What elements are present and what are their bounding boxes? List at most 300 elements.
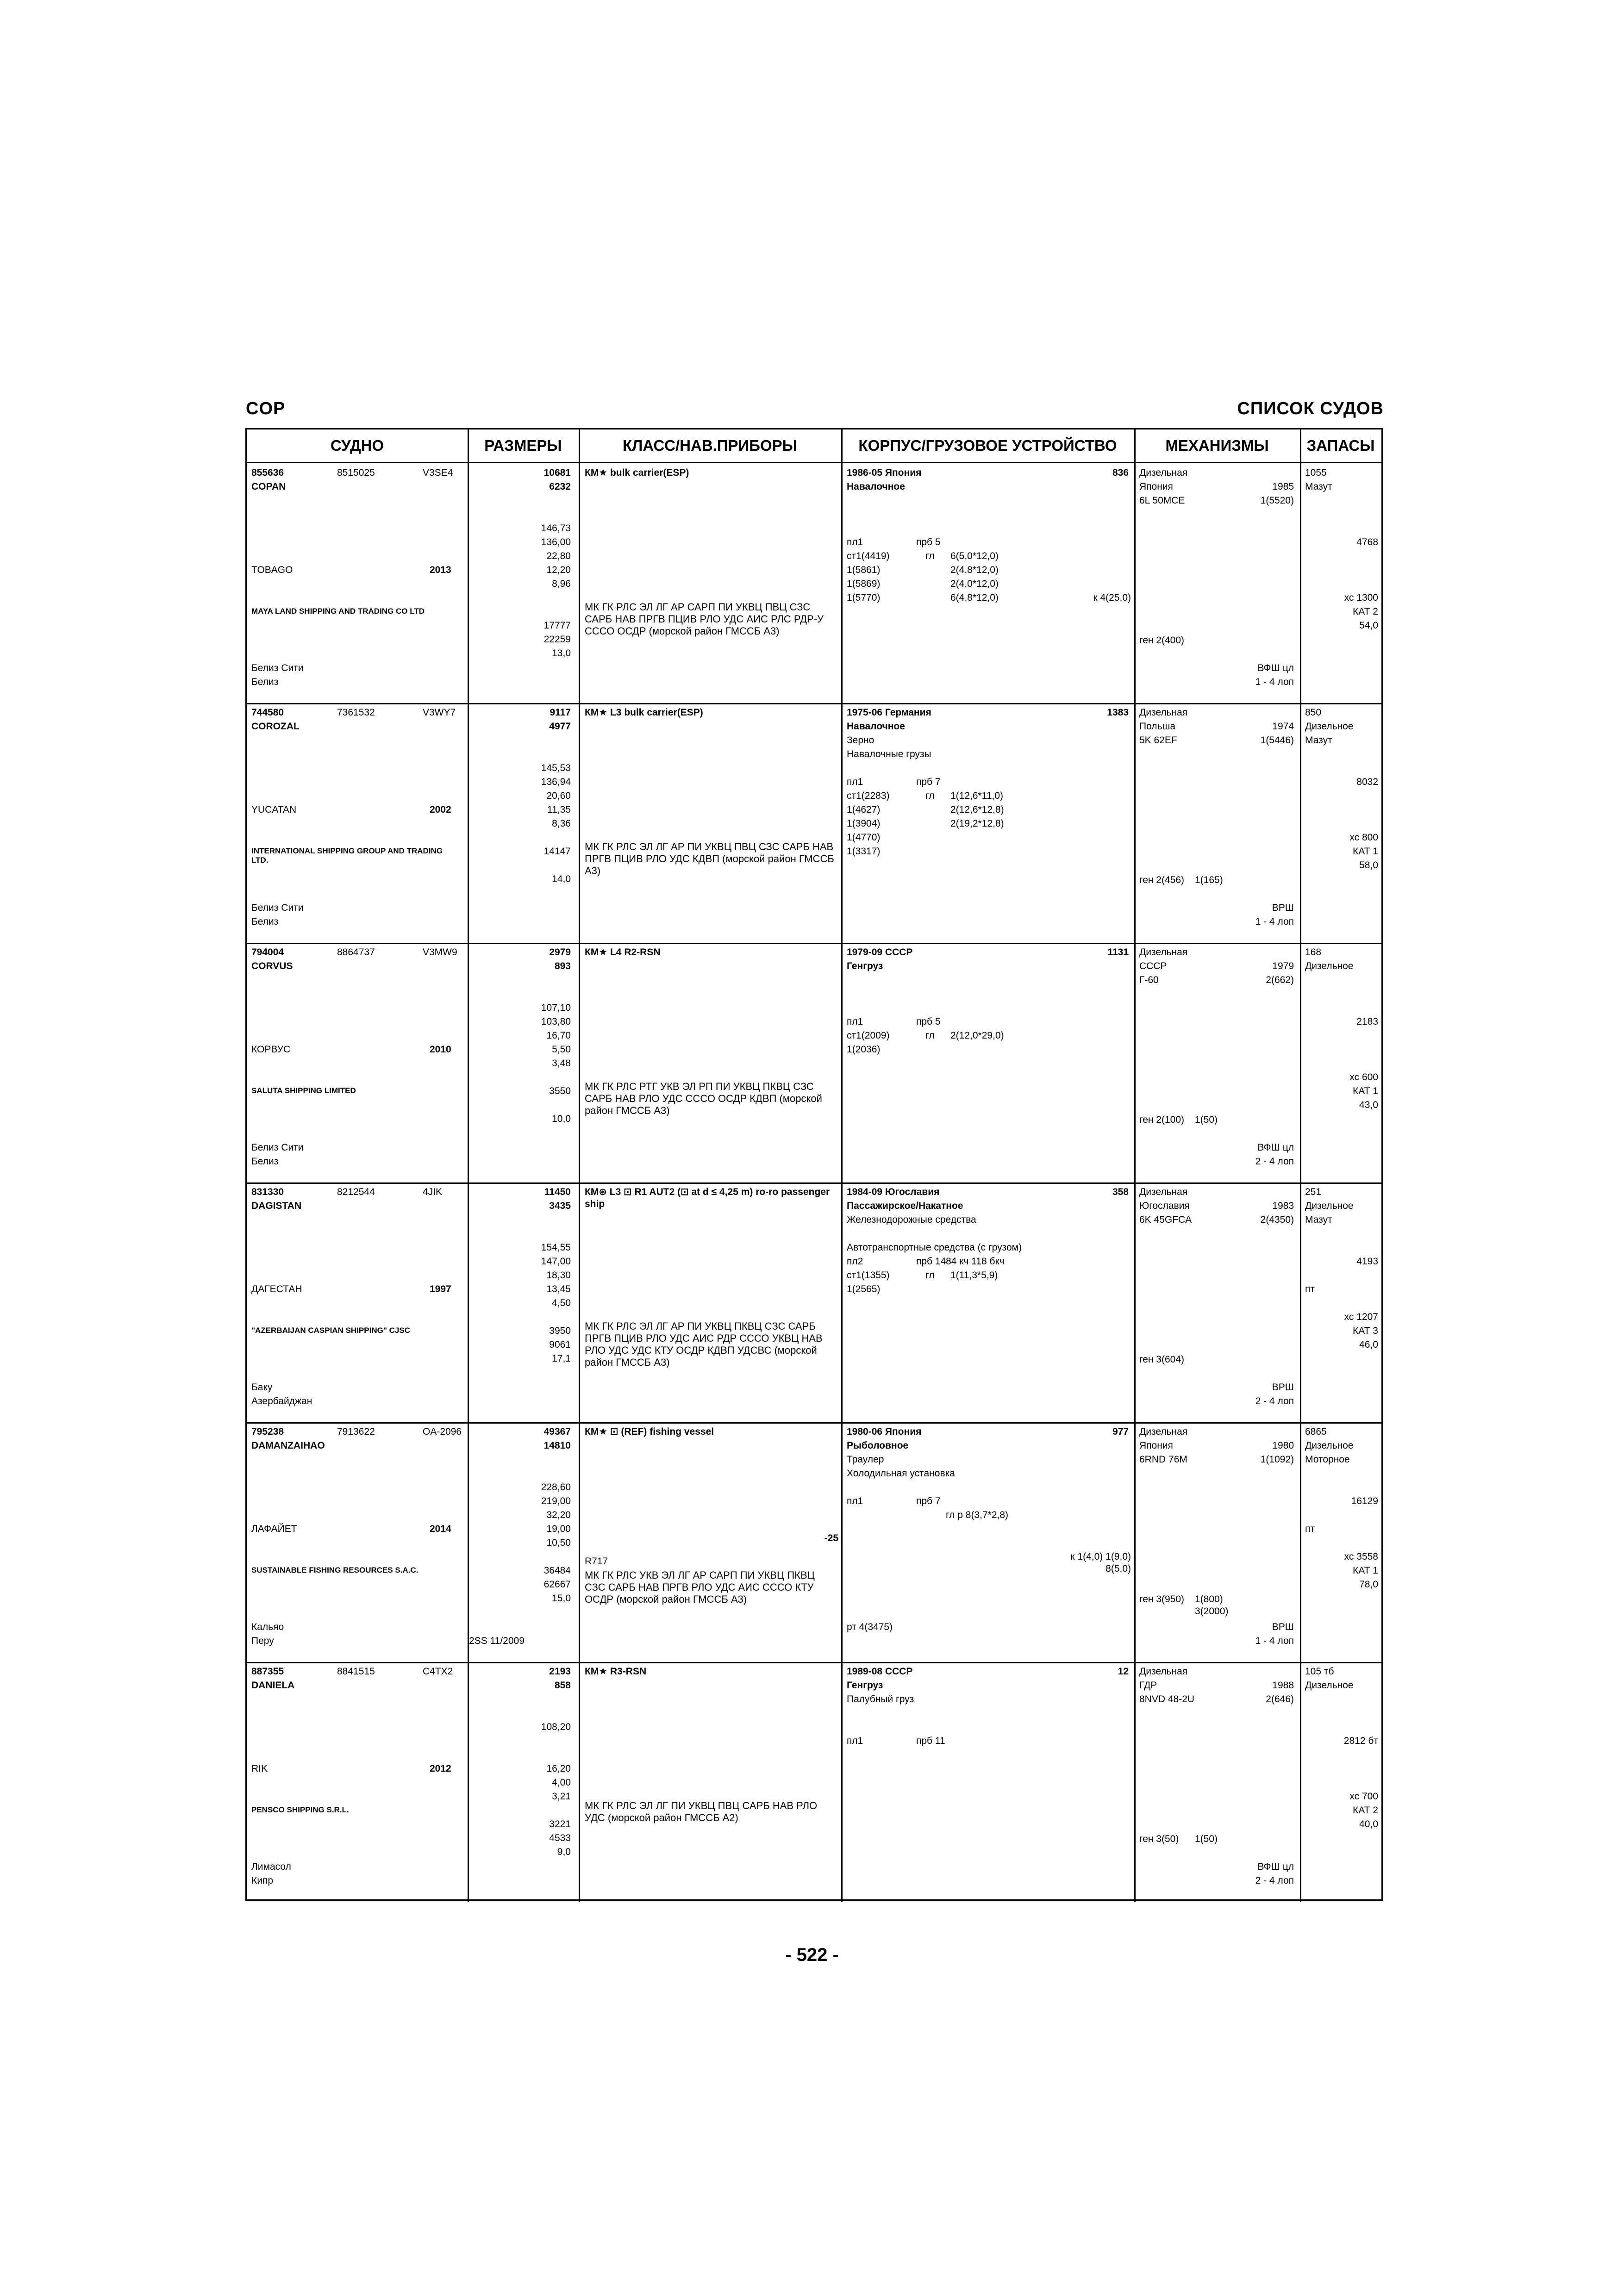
hold-right: 84 кч 118 бкч	[946, 1256, 1005, 1267]
propeller-blades: 1 - 4 лоп	[1255, 916, 1294, 927]
hull-type-line: Навалочное	[847, 721, 905, 732]
ship-entry	[247, 463, 1381, 703]
propeller-type: ВФШ цл	[1257, 1861, 1294, 1872]
generators-extra: 1(50)	[1195, 1834, 1218, 1844]
vessel-name: DAGISTAN	[251, 1201, 302, 1211]
generators: ген 3(50)	[1139, 1834, 1179, 1844]
dimension-value: 3950	[549, 1325, 571, 1336]
crane-info: к 4(25,0)	[1093, 592, 1131, 603]
nav-equipment: МК ГК РЛС ЭЛ ЛГ АР САРП ПИ УКВЦ ПВЦ СЗС САРБ НАВ ПРГВ ПЦИВ РЛО УДС АИС РЛС РДР-У СССО ОСДР (морской район ГМССБ А3)	[585, 601, 824, 637]
hold-right: 2(12,6*12,8)	[950, 804, 1004, 815]
call-sign: V3WY7	[423, 707, 456, 718]
dimension-value: 15,0	[552, 1593, 571, 1604]
hold-left: пл1	[847, 1736, 863, 1746]
machinery-line: 5K 62EF	[1139, 735, 1177, 746]
register-number: 855636	[251, 467, 284, 478]
register-number: 887355	[251, 1666, 284, 1677]
yard-number: 1383	[1107, 707, 1129, 718]
hold-mid: прб 14	[916, 1256, 946, 1267]
ship-entry	[247, 1182, 1381, 1422]
hold-left: 1(2036)	[847, 1044, 881, 1055]
build-date-country: 1979-09 СССР	[847, 947, 913, 958]
call-sign: OA-2096	[423, 1426, 462, 1437]
dimension-value: 228,60	[541, 1482, 571, 1493]
dimension-value: 4977	[549, 721, 571, 732]
hold-left: 1(5770)	[847, 592, 881, 603]
supply-value: 58,0	[1359, 860, 1378, 871]
flag-state: Белиз	[251, 1156, 279, 1167]
hold-left: 1(4627)	[847, 804, 881, 815]
machinery-line: Г-60	[1139, 975, 1159, 985]
dimension-value: 18,30	[546, 1270, 571, 1281]
class-notation: КМ★ bulk carrier(ESP)	[585, 467, 689, 478]
generators: ген 3(604)	[1139, 1354, 1185, 1365]
page-number: - 522 -	[785, 1945, 839, 1965]
ship-entry	[247, 943, 1381, 1182]
supply-value: 16129	[1351, 1496, 1378, 1506]
generators-extra: 1(50)	[1195, 1114, 1218, 1125]
hold-left: ст1(2283)	[847, 790, 890, 801]
hull-type-line: Генгруз	[847, 961, 883, 971]
flag-state: Белиз	[251, 677, 279, 687]
yard-number: 1131	[1107, 947, 1129, 958]
supply-value: 2183	[1356, 1016, 1378, 1027]
supply-value: 46,0	[1359, 1339, 1378, 1350]
yard-number: 836	[1112, 467, 1129, 478]
hull-type-line: Генгруз	[847, 1680, 883, 1691]
flag-state: Белиз	[251, 916, 279, 927]
propeller-type: ВФШ цл	[1257, 1142, 1294, 1153]
hold-mid: гл	[925, 1270, 935, 1281]
hold-mid: прб 11	[916, 1736, 945, 1746]
vessel-name: CORVUS	[251, 961, 293, 971]
hold-mid: гл	[925, 1030, 935, 1041]
hold-left: 1(3904)	[847, 818, 881, 829]
home-port: Кальяо	[251, 1622, 284, 1632]
hull-type-line: Палубный груз	[847, 1694, 914, 1705]
former-name: ЛАФАЙЕТ	[251, 1524, 297, 1534]
pt-marker: пт	[1305, 1524, 1315, 1534]
dimension-value: 17777	[543, 620, 571, 631]
header-left-code: COP	[246, 399, 286, 418]
supply-value: Дизельное	[1305, 721, 1354, 732]
class-notation: КМ★ R3-RSN	[585, 1666, 647, 1677]
former-name-year: 1997	[430, 1284, 451, 1294]
dimension-value: 3550	[549, 1086, 571, 1096]
hold-left: 1(5869)	[847, 579, 881, 589]
dimension-value: 62667	[543, 1579, 571, 1590]
hold-right: гл р 8(3,7*2,8)	[946, 1510, 1009, 1520]
vessel-name: DAMANZAIHAO	[251, 1440, 325, 1451]
hold-left: пл1	[847, 1016, 863, 1027]
build-date-country: 1986-05 Япония	[847, 467, 922, 478]
dimension-value: 20,60	[546, 790, 571, 801]
hull-type-line: Зерно	[847, 735, 874, 746]
dimension-value: 14810	[543, 1440, 571, 1451]
yard-number: 12	[1118, 1666, 1129, 1677]
dimension-value: 49367	[543, 1426, 571, 1437]
supply-value: 8032	[1356, 777, 1378, 787]
dimension-value: 9061	[549, 1339, 571, 1350]
dimension-value: 16,70	[546, 1030, 571, 1041]
hold-left: ст1(4419)	[847, 551, 890, 561]
call-sign: C4TX2	[423, 1666, 453, 1677]
dimension-value: 4533	[549, 1833, 571, 1843]
dimension-value: 3435	[549, 1201, 571, 1211]
former-name-year: 2010	[430, 1044, 451, 1055]
propeller-type: ВРШ	[1272, 902, 1294, 913]
home-port: Белиз Сити	[251, 902, 304, 913]
supply-value: 54,0	[1359, 620, 1378, 631]
owner-name: PENSCO SHIPPING S.R.L.	[251, 1805, 349, 1814]
dimension-value: 8,36	[552, 818, 571, 829]
supply-value: 43,0	[1359, 1100, 1378, 1110]
propeller-type: ВРШ	[1272, 1382, 1294, 1393]
machinery-year: 1985	[1272, 481, 1294, 492]
owner-name: "AZERBAIJAN CASPIAN SHIPPING" CJSC	[251, 1326, 410, 1335]
supply-value: КАТ 2	[1353, 1805, 1378, 1816]
dimension-value: 10,0	[552, 1114, 571, 1124]
dimension-value: 14147	[543, 846, 571, 857]
ship-entry	[247, 1422, 1381, 1662]
call-sign: V3MW9	[423, 947, 457, 958]
class-notation: КМ⊛ L3 ⊡ R1 AUT2 (⊡ at d ≤ 4,25 m) ro-ro passenger ship	[585, 1187, 830, 1209]
class-notation: КМ★ L3 bulk carrier(ESP)	[585, 707, 703, 718]
supply-value: 4768	[1356, 537, 1378, 548]
propeller-blades: 2 - 4 лоп	[1255, 1875, 1294, 1886]
supply-value: хс 1300	[1344, 592, 1378, 603]
nav-equipment: МК ГК РЛС ЭЛ ЛГ АР ПИ УКВЦ ПВЦ СЗС САРБ НАВ ПРГВ ПЦИВ РЛО УДС КДВП (морской район ГМССБ А3)	[585, 841, 834, 877]
dimension-value: 107,10	[541, 1002, 571, 1013]
hold-mid: прб 7	[916, 777, 941, 787]
machinery-line: 6L 50MCE	[1139, 495, 1185, 506]
machinery-line: 8NVD 48-2U	[1139, 1694, 1195, 1705]
machinery-line: Япония	[1139, 481, 1173, 492]
col-header-class: КЛАСС/НАВ.ПРИБОРЫ	[579, 429, 841, 463]
supply-value: 850	[1305, 707, 1322, 718]
dimension-value: 17,1	[552, 1353, 571, 1364]
hold-left: 1(4770)	[847, 832, 881, 843]
generators: ген 2(456)	[1139, 875, 1185, 885]
hull-type-line: Навалочные грузы	[847, 749, 931, 759]
machinery-year: 1974	[1272, 721, 1294, 732]
supply-value: 105 тб	[1305, 1666, 1334, 1677]
machinery-line: Югославия	[1139, 1201, 1190, 1211]
former-name: ДАГЕСТАН	[251, 1284, 302, 1294]
machinery-line: СССР	[1139, 961, 1167, 971]
machinery-line: 6K 45GFCA	[1139, 1214, 1192, 1225]
rt-value: рт 4(3475)	[847, 1622, 893, 1632]
dimension-value: 219,00	[541, 1496, 571, 1506]
dimension-value: 108,20	[541, 1722, 571, 1732]
hold-right: 1(12,6*11,0)	[950, 790, 1004, 801]
ship-register-table	[245, 428, 1383, 1901]
call-sign: 4JIK	[423, 1187, 443, 1197]
machinery-power: 1(1092)	[1260, 1454, 1294, 1465]
dimension-value: 3221	[549, 1819, 571, 1829]
dimension-value: 893	[554, 961, 571, 971]
supply-value: 2812 бт	[1343, 1736, 1378, 1746]
vessel-name: COPAN	[251, 481, 286, 492]
former-name: RIK	[251, 1763, 268, 1774]
dimension-value: 22259	[543, 634, 571, 645]
machinery-year: 1980	[1272, 1440, 1294, 1451]
dimension-value: 36484	[543, 1565, 571, 1576]
imo-number: 8515025	[337, 467, 375, 478]
machinery-power: 2(646)	[1266, 1694, 1294, 1705]
propeller-type: ВРШ	[1272, 1622, 1294, 1632]
machinery-line: Дизельная	[1139, 1187, 1188, 1197]
hull-type-line: Холодильная установка	[847, 1468, 955, 1479]
supply-value: КАТ 1	[1353, 1565, 1378, 1576]
dimension-value: 136,94	[541, 777, 571, 787]
former-name: КОРВУС	[251, 1044, 291, 1055]
hold-mid: гл	[925, 790, 935, 801]
col-header-machinery: МЕХАНИЗМЫ	[1134, 429, 1300, 463]
supply-value: хс 600	[1349, 1072, 1378, 1083]
imo-number: 7913622	[337, 1426, 375, 1437]
imo-number: 8864737	[337, 947, 375, 958]
dimension-value: 858	[554, 1680, 571, 1691]
col-header-hull: КОРПУС/ГРУЗОВОЕ УСТРОЙСТВО	[841, 429, 1134, 463]
col-header-supplies: ЗАПАСЫ	[1300, 429, 1381, 463]
machinery-year: 1988	[1272, 1680, 1294, 1691]
ship-entry	[247, 1662, 1381, 1902]
generators: ген 2(400)	[1139, 635, 1185, 646]
supply-value: КАТ 2	[1353, 606, 1378, 617]
machinery-line: 6RND 76M	[1139, 1454, 1187, 1465]
hull-type-line: Траулер	[847, 1454, 884, 1465]
machinery-line: Дизельная	[1139, 1666, 1188, 1677]
build-date-country: 1980-06 Япония	[847, 1426, 922, 1437]
build-date-country: 1975-06 Германия	[847, 707, 931, 718]
vessel-name: DANIELA	[251, 1680, 295, 1691]
supply-value: 168	[1305, 947, 1322, 958]
register-number: 794004	[251, 947, 284, 958]
machinery-power: 1(5520)	[1260, 495, 1294, 506]
supply-value: 40,0	[1359, 1819, 1378, 1829]
former-name-year: 2012	[430, 1763, 451, 1774]
hold-left: пл2	[847, 1256, 863, 1267]
supply-value: 4193	[1356, 1256, 1378, 1267]
home-port: Баку	[251, 1382, 273, 1393]
dimension-value: 146,73	[541, 523, 571, 534]
supply-value: Дизельное	[1305, 1680, 1354, 1691]
crane-info: к 1(4,0) 1(9,0) 8(5,0)	[1070, 1551, 1131, 1574]
dimension-value: 2979	[549, 947, 571, 958]
former-name-year: 2014	[430, 1524, 451, 1534]
owner-name: MAYA LAND SHIPPING AND TRADING CO LTD	[251, 607, 425, 616]
former-name-year: 2013	[430, 565, 451, 575]
hold-left: 1(2565)	[847, 1284, 881, 1294]
supply-value: хс 3558	[1344, 1551, 1378, 1562]
dimension-value: 5,50	[552, 1044, 571, 1055]
machinery-year: 1979	[1272, 961, 1294, 971]
build-date-country: 1989-08 СССР	[847, 1666, 913, 1677]
dimension-value: 11,35	[547, 804, 571, 815]
machinery-power: 2(4350)	[1260, 1214, 1294, 1225]
nav-equipment: МК ГК РЛС УКВ ЭЛ ЛГ АР САРП ПИ УКВЦ ПКВЦ СЗС САРБ НАВ ПРГВ РЛО УДС АИС СССО КТУ ОСДР (морской район ГМССБ А3)	[585, 1569, 815, 1605]
dimension-value: 13,45	[546, 1284, 571, 1294]
dimension-value: 4,00	[552, 1777, 571, 1788]
hold-right: 2(4,0*12,0)	[950, 579, 999, 589]
nav-equipment: МК ГК РЛС РТГ УКВ ЭЛ РП ПИ УКВЦ ПКВЦ СЗС САРБ НАВ РЛО УДС СССО ОСДР КДВП (морской район ГМССБ А3)	[585, 1081, 822, 1116]
supply-value: 78,0	[1359, 1579, 1378, 1590]
supply-value: Мазут	[1305, 1214, 1332, 1225]
hull-type-line: Рыболовное	[847, 1440, 909, 1451]
hold-right: 1(11,3*5,9)	[950, 1270, 998, 1281]
refrigerant: R717	[585, 1556, 608, 1567]
flag-state: Азербайджан	[251, 1396, 312, 1406]
hold-left: ст1(1355)	[847, 1270, 890, 1281]
supply-value: Дизельное	[1305, 1440, 1354, 1451]
hold-right: 2(12,0*29,0)	[950, 1030, 1004, 1041]
machinery-power: 1(5446)	[1260, 735, 1294, 746]
owner-name: INTERNATIONAL SHIPPING GROUP AND TRADING LTD.	[251, 846, 443, 865]
machinery-year: 1983	[1272, 1201, 1294, 1211]
machinery-line: Дизельная	[1139, 467, 1188, 478]
hold-left: пл1	[847, 537, 863, 548]
imo-number: 8212544	[337, 1187, 375, 1197]
hold-mid: гл	[925, 551, 935, 561]
hold-left: 1(3317)	[847, 846, 881, 857]
register-number: 744580	[251, 707, 284, 718]
ship-entry	[247, 703, 1381, 943]
hull-type-line: Навалочное	[847, 481, 905, 492]
generators-extra: 1(800) 3(2000)	[1195, 1594, 1229, 1617]
supply-value: КАТ 1	[1353, 1086, 1378, 1096]
dimension-value: 4,50	[552, 1298, 571, 1308]
dimension-value: 9117	[550, 707, 571, 718]
refrigeration-temp: -25	[824, 1533, 838, 1543]
hold-left: ст1(2009)	[847, 1030, 890, 1041]
supply-value: КАТ 3	[1353, 1325, 1378, 1336]
supply-value: хс 700	[1349, 1791, 1378, 1802]
vessel-name: COROZAL	[251, 721, 300, 732]
machinery-line: Дизельная	[1139, 947, 1188, 958]
dimension-value: 16,20	[546, 1763, 571, 1774]
supply-value: 6865	[1305, 1426, 1327, 1437]
flag-state: Кипр	[251, 1875, 274, 1886]
former-name: TOBAGO	[251, 565, 293, 575]
dimension-value: 154,55	[541, 1242, 571, 1253]
header-right-title: СПИСОК СУДОВ	[1237, 399, 1384, 418]
supply-value: КАТ 1	[1353, 846, 1378, 857]
dimension-value: 10,50	[546, 1537, 571, 1548]
call-sign: V3SE4	[423, 467, 453, 478]
imo-number: 7361532	[337, 707, 375, 718]
propeller-blades: 1 - 4 лоп	[1255, 677, 1294, 687]
survey-note: 2SS 11/2009	[469, 1636, 525, 1646]
generators: ген 3(950)	[1139, 1594, 1185, 1605]
hold-left: пл1	[847, 777, 863, 787]
dimension-value: 9,0	[557, 1847, 571, 1857]
dimension-value: 3,21	[552, 1791, 571, 1802]
dimension-value: 14,0	[552, 874, 571, 884]
dimension-value: 3,48	[552, 1058, 571, 1069]
nav-equipment: МК ГК РЛС ЭЛ ЛГ ПИ УКВЦ ПВЦ САРБ НАВ РЛО УДС (морской район ГМССБ А2)	[585, 1800, 818, 1823]
hold-left: пл1	[847, 1496, 863, 1506]
dimension-value: 13,0	[552, 648, 571, 659]
dimension-value: 103,80	[541, 1016, 571, 1027]
dimension-value: 8,96	[552, 579, 571, 589]
nav-equipment: МК ГК РЛС ЭЛ ЛГ АР ПИ УКВЦ ПКВЦ СЗС САРБ ПРГВ ПЦИВ РЛО УДС АИС РДР СССО УКВЦ НАВ РЛО УДС УДС КТУ ОСДР КДВП УДСВС (морской район ГМССБ А3)	[585, 1320, 823, 1368]
owner-name: SUSTAINABLE FISHING RESOURCES S.A.C.	[251, 1566, 418, 1574]
hull-type-line: Пассажирское/Накатное	[847, 1201, 963, 1211]
imo-number: 8841515	[337, 1666, 375, 1677]
hull-type-line: Автотранспортные средства (с грузом)	[847, 1242, 1022, 1253]
machinery-line: Дизельная	[1139, 1426, 1188, 1437]
class-notation: КМ★ ⊡ (REF) fishing vessel	[585, 1426, 714, 1437]
propeller-blades: 2 - 4 лоп	[1255, 1156, 1294, 1167]
owner-name: SALUTA SHIPPING LIMITED	[251, 1086, 356, 1095]
pt-marker: пт	[1305, 1284, 1315, 1294]
propeller-blades: 1 - 4 лоп	[1255, 1636, 1294, 1646]
supply-value: Мазут	[1305, 481, 1332, 492]
machinery-line: Польша	[1139, 721, 1176, 732]
supply-value: 1055	[1305, 467, 1327, 478]
dimension-value: 2193	[549, 1666, 571, 1677]
dimension-value: 145,53	[541, 763, 571, 773]
hold-mid: прб 5	[916, 1016, 941, 1027]
hold-right: 6(4,8*12,0)	[950, 592, 999, 603]
build-date-country: 1984-09 Югославия	[847, 1187, 940, 1197]
dimension-value: 147,00	[541, 1256, 571, 1267]
dimension-value: 6232	[549, 481, 571, 492]
yard-number: 977	[1112, 1426, 1129, 1437]
generators: ген 2(100)	[1139, 1114, 1185, 1125]
hull-type-line: Железнодорожные средства	[847, 1214, 976, 1225]
flag-state: Перу	[251, 1636, 274, 1646]
supply-value: Моторное	[1305, 1454, 1350, 1465]
class-notation: КМ★ L4 R2-RSN	[585, 947, 661, 958]
machinery-line: Япония	[1139, 1440, 1173, 1451]
machinery-line: ГДР	[1139, 1680, 1157, 1691]
supply-value: хс 800	[1349, 832, 1378, 843]
register-number: 795238	[251, 1426, 284, 1437]
dimension-value: 12,20	[546, 565, 571, 575]
home-port: Белиз Сити	[251, 1142, 304, 1153]
supply-value: Дизельное	[1305, 961, 1354, 971]
dimension-value: 11450	[544, 1187, 571, 1197]
hold-mid: прб 7	[916, 1496, 941, 1506]
dimension-value: 19,00	[546, 1524, 571, 1534]
supply-value: хс 1207	[1344, 1312, 1378, 1322]
hold-right: 6(5,0*12,0)	[950, 551, 999, 561]
dimension-value: 10681	[543, 467, 571, 478]
hold-right: 2(4,8*12,0)	[950, 565, 999, 575]
hold-right: 2(19,2*12,8)	[950, 818, 1004, 829]
generators-extra: 1(165)	[1195, 875, 1223, 885]
home-port: Белиз Сити	[251, 663, 304, 673]
supply-value: 251	[1305, 1187, 1322, 1197]
supply-value: Дизельное	[1305, 1201, 1354, 1211]
hold-mid: прб 5	[916, 537, 941, 548]
dimension-value: 32,20	[546, 1510, 571, 1520]
home-port: Лимасол	[251, 1861, 291, 1872]
col-header-dimensions: РАЗМЕРЫ	[468, 429, 579, 463]
propeller-blades: 2 - 4 лоп	[1255, 1396, 1294, 1406]
former-name: YUCATAN	[251, 804, 297, 815]
yard-number: 358	[1112, 1187, 1129, 1197]
propeller-type: ВФШ цл	[1257, 663, 1294, 673]
machinery-power: 2(662)	[1266, 975, 1294, 985]
hold-left: 1(5861)	[847, 565, 881, 575]
dimension-value: 136,00	[541, 537, 571, 548]
register-number: 831330	[251, 1187, 284, 1197]
dimension-value: 22,80	[546, 551, 571, 561]
supply-value: Мазут	[1305, 735, 1332, 746]
